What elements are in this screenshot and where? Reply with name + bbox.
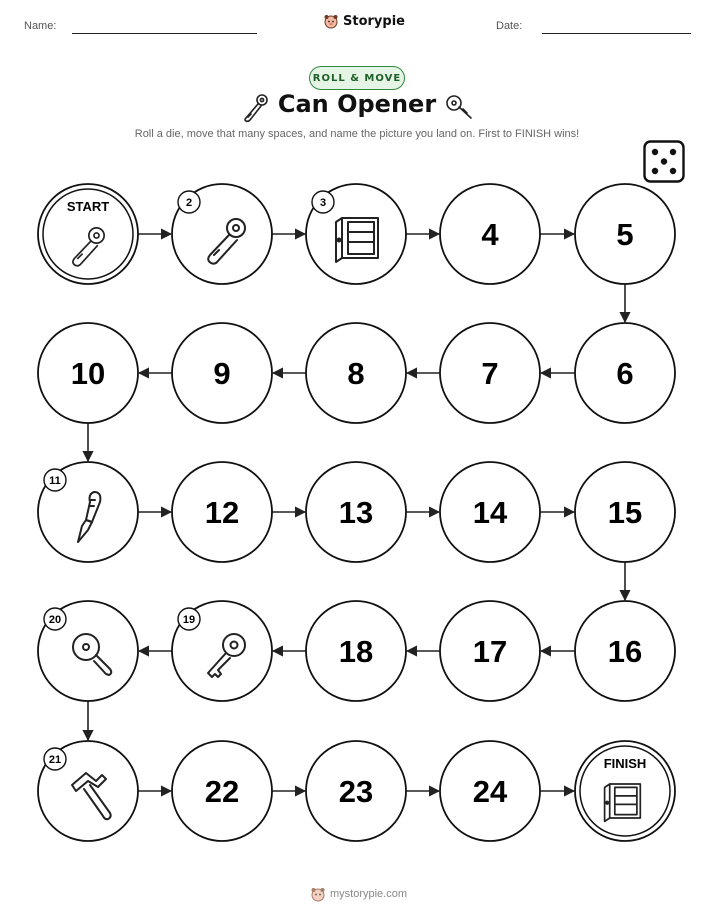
board-space-start[interactable]: [38, 184, 138, 284]
space-number: 2: [185, 197, 193, 209]
footer: [310, 886, 407, 902]
space-number: 8: [347, 356, 365, 391]
space-label: FINISH: [603, 756, 647, 771]
board-space-17[interactable]: [440, 601, 540, 701]
space-number: 5: [616, 217, 634, 252]
board-space-22[interactable]: [172, 741, 272, 841]
board-space-18[interactable]: [306, 601, 406, 701]
space-number: 17: [472, 634, 508, 669]
board-space-3[interactable]: [306, 184, 406, 284]
board-space-21[interactable]: [38, 741, 138, 841]
space-number: 21: [48, 754, 62, 766]
space-number: 7: [481, 356, 499, 391]
space-number: 4: [481, 217, 499, 252]
board-space-6[interactable]: [575, 323, 675, 423]
board-space-20[interactable]: [38, 601, 138, 701]
board-space-10[interactable]: [38, 323, 138, 423]
space-number: 14: [472, 495, 508, 530]
storypie-mascot-icon: [310, 886, 326, 902]
space-label: START: [66, 199, 110, 214]
board-space-7[interactable]: [440, 323, 540, 423]
board-space-23[interactable]: [306, 741, 406, 841]
date-label: Date:: [496, 20, 523, 32]
space-number: 11: [49, 475, 61, 487]
board-space-4[interactable]: [440, 184, 540, 284]
name-label: Name:: [24, 20, 57, 32]
board-space-15[interactable]: [575, 462, 675, 562]
board-space-11[interactable]: [38, 462, 138, 562]
space-number: 18: [338, 634, 374, 669]
board-space-2[interactable]: [172, 184, 272, 284]
footer-url[interactable]: mystorypie.com: [330, 888, 408, 900]
board-space-19[interactable]: [172, 601, 272, 701]
board-space-12[interactable]: [172, 462, 272, 562]
activity-badge: ROLL & MOVE: [309, 66, 405, 90]
page-title: Can Opener: [277, 90, 437, 118]
space-number: 12: [204, 495, 240, 530]
space-number: 22: [204, 774, 240, 809]
space-number: 3: [319, 197, 327, 209]
board-space-9[interactable]: [172, 323, 272, 423]
space-number: 15: [607, 495, 643, 530]
instructions-text: Roll a die, move that many spaces, and name the picture you land on. First to FINISH wins!: [134, 128, 580, 140]
space-number: 19: [182, 614, 196, 626]
board-space-14[interactable]: [440, 462, 540, 562]
space-number: 20: [48, 614, 62, 626]
brand-name: Storypie: [343, 13, 405, 29]
space-number: 9: [213, 356, 231, 391]
space-number: 10: [70, 356, 106, 391]
board-space-5[interactable]: [575, 184, 675, 284]
space-number: 24: [472, 774, 508, 809]
space-number: 16: [607, 634, 643, 669]
board-space-13[interactable]: [306, 462, 406, 562]
board-space-8[interactable]: [306, 323, 406, 423]
board-space-16[interactable]: [575, 601, 675, 701]
board-space-24[interactable]: [440, 741, 540, 841]
board-space-finish[interactable]: [575, 741, 675, 841]
space-number: 6: [616, 356, 634, 391]
space-number: 13: [338, 495, 374, 530]
space-number: 23: [338, 774, 374, 809]
